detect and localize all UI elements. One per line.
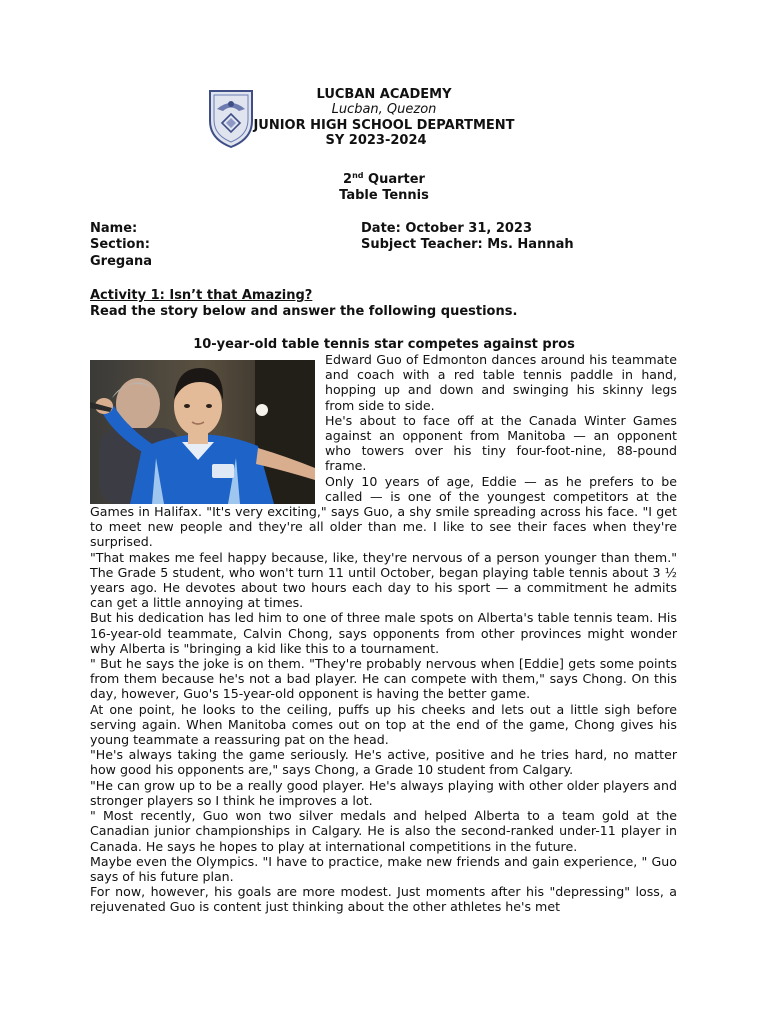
article-paragraph: Only 10 years of age, Eddie — as he prefers to be called — is one of the youngest competitors at the Games in Halifax. "It's very exciting," says Guo, a shy smile spreading across his face. "I get to meet new people and they're all older than me. I like to see their faces when they're surprised. bbox=[90, 473, 677, 550]
section-label: Section: bbox=[90, 237, 150, 252]
article-paragraph: But his dedication has led him to one of three male spots on Alberta's table tennis team. His 16-year-old teammate, Calvin Chong, says opponents from other provinces might wonder why Alberta is "bringing a kid like this to a tournament. bbox=[90, 610, 677, 656]
subject-heading: Table Tennis bbox=[339, 188, 429, 203]
article-body bbox=[90, 352, 677, 915]
article-paragraph: Maybe even the Olympics. "I have to practice, make new friends and gain experience, " Guo says of his future plan. bbox=[90, 853, 677, 884]
article-paragraph: "He can grow up to be a really good player. He's always playing with other older players and stronger players so I think he improves a lot. bbox=[90, 777, 677, 808]
article-paragraph: At one point, he looks to the ceiling, puffs up his cheeks and lets out a little sigh before serving again. When Manitoba comes out on top at the end of the game, Chong gives his young teammate a reassuring pat on the head. bbox=[90, 701, 677, 748]
article-paragraph: "That makes me feel happy because, like, they're nervous of a person younger than them." The Grade 5 student, who won't turn 11 until October, began playing table tennis about 3 ½ years ago. He devotes about two hours each day to his sport — a commitment he admits can get a little annoying at times. bbox=[90, 549, 677, 611]
quarter-number: 2 bbox=[343, 172, 353, 187]
article-paragraph: For now, however, his goals are more modest. Just moments after his "depressing" loss, a rejuvenated Guo is content just thinking about the other athletes he's met bbox=[90, 884, 677, 915]
name-label: Name: bbox=[90, 221, 138, 236]
article-paragraph: Edward Guo of Edmonton dances around his teammate and coach with a red table tennis paddle in hand, hopping up and down and swinging his skinny legs from side to side. bbox=[325, 352, 677, 413]
activity-title: Activity 1: Isn’t that Amazing? bbox=[90, 288, 313, 303]
quarter-heading bbox=[0, 172, 768, 187]
article-headline: 10-year-old table tennis star competes against pros bbox=[193, 337, 575, 352]
article-paragraph: He's about to face off at the Canada Winter Games against an opponent from Manitoba — an opponent who towers over his tiny four-foot-nine, 88-pound frame. bbox=[325, 412, 677, 474]
quarter-suffix: nd bbox=[352, 171, 364, 180]
school-year: SY 2023-2024 bbox=[325, 133, 427, 148]
department-name: JUNIOR HIGH SCHOOL DEPARTMENT bbox=[253, 118, 515, 133]
article-paragraph: " But he says the joke is on them. "They're probably nervous when [Eddie] gets some points from them because he's not a bad player. He can compete with them," says Chong. On this day, however, Guo's 15-year-old opponent is having the better game. bbox=[90, 656, 677, 702]
teacher-surname: Gregana bbox=[90, 254, 153, 269]
article-paragraph: "He's always taking the game seriously. He's active, positive and he tries hard, no matter how good his opponents are," says Chong, a Grade 10 student from Calgary. bbox=[90, 747, 677, 778]
school-location: Lucban, Quezon bbox=[331, 102, 437, 117]
article-paragraph: " Most recently, Guo won two silver medals and helped Alberta to a team gold at the Canadian junior championships in Calgary. He is also the second-ranked under-11 player in Canada. He says he hopes to play at international competitions in the future. bbox=[90, 808, 677, 854]
activity-instruction: Read the story below and answer the following questions. bbox=[90, 304, 518, 319]
date-label: Date: October 31, 2023 bbox=[361, 221, 533, 236]
school-name: LUCBAN ACADEMY bbox=[316, 87, 452, 102]
quarter-word: Quarter bbox=[363, 172, 425, 187]
teacher-label: Subject Teacher: Ms. Hannah bbox=[361, 237, 574, 252]
photo-spacer bbox=[90, 352, 325, 503]
